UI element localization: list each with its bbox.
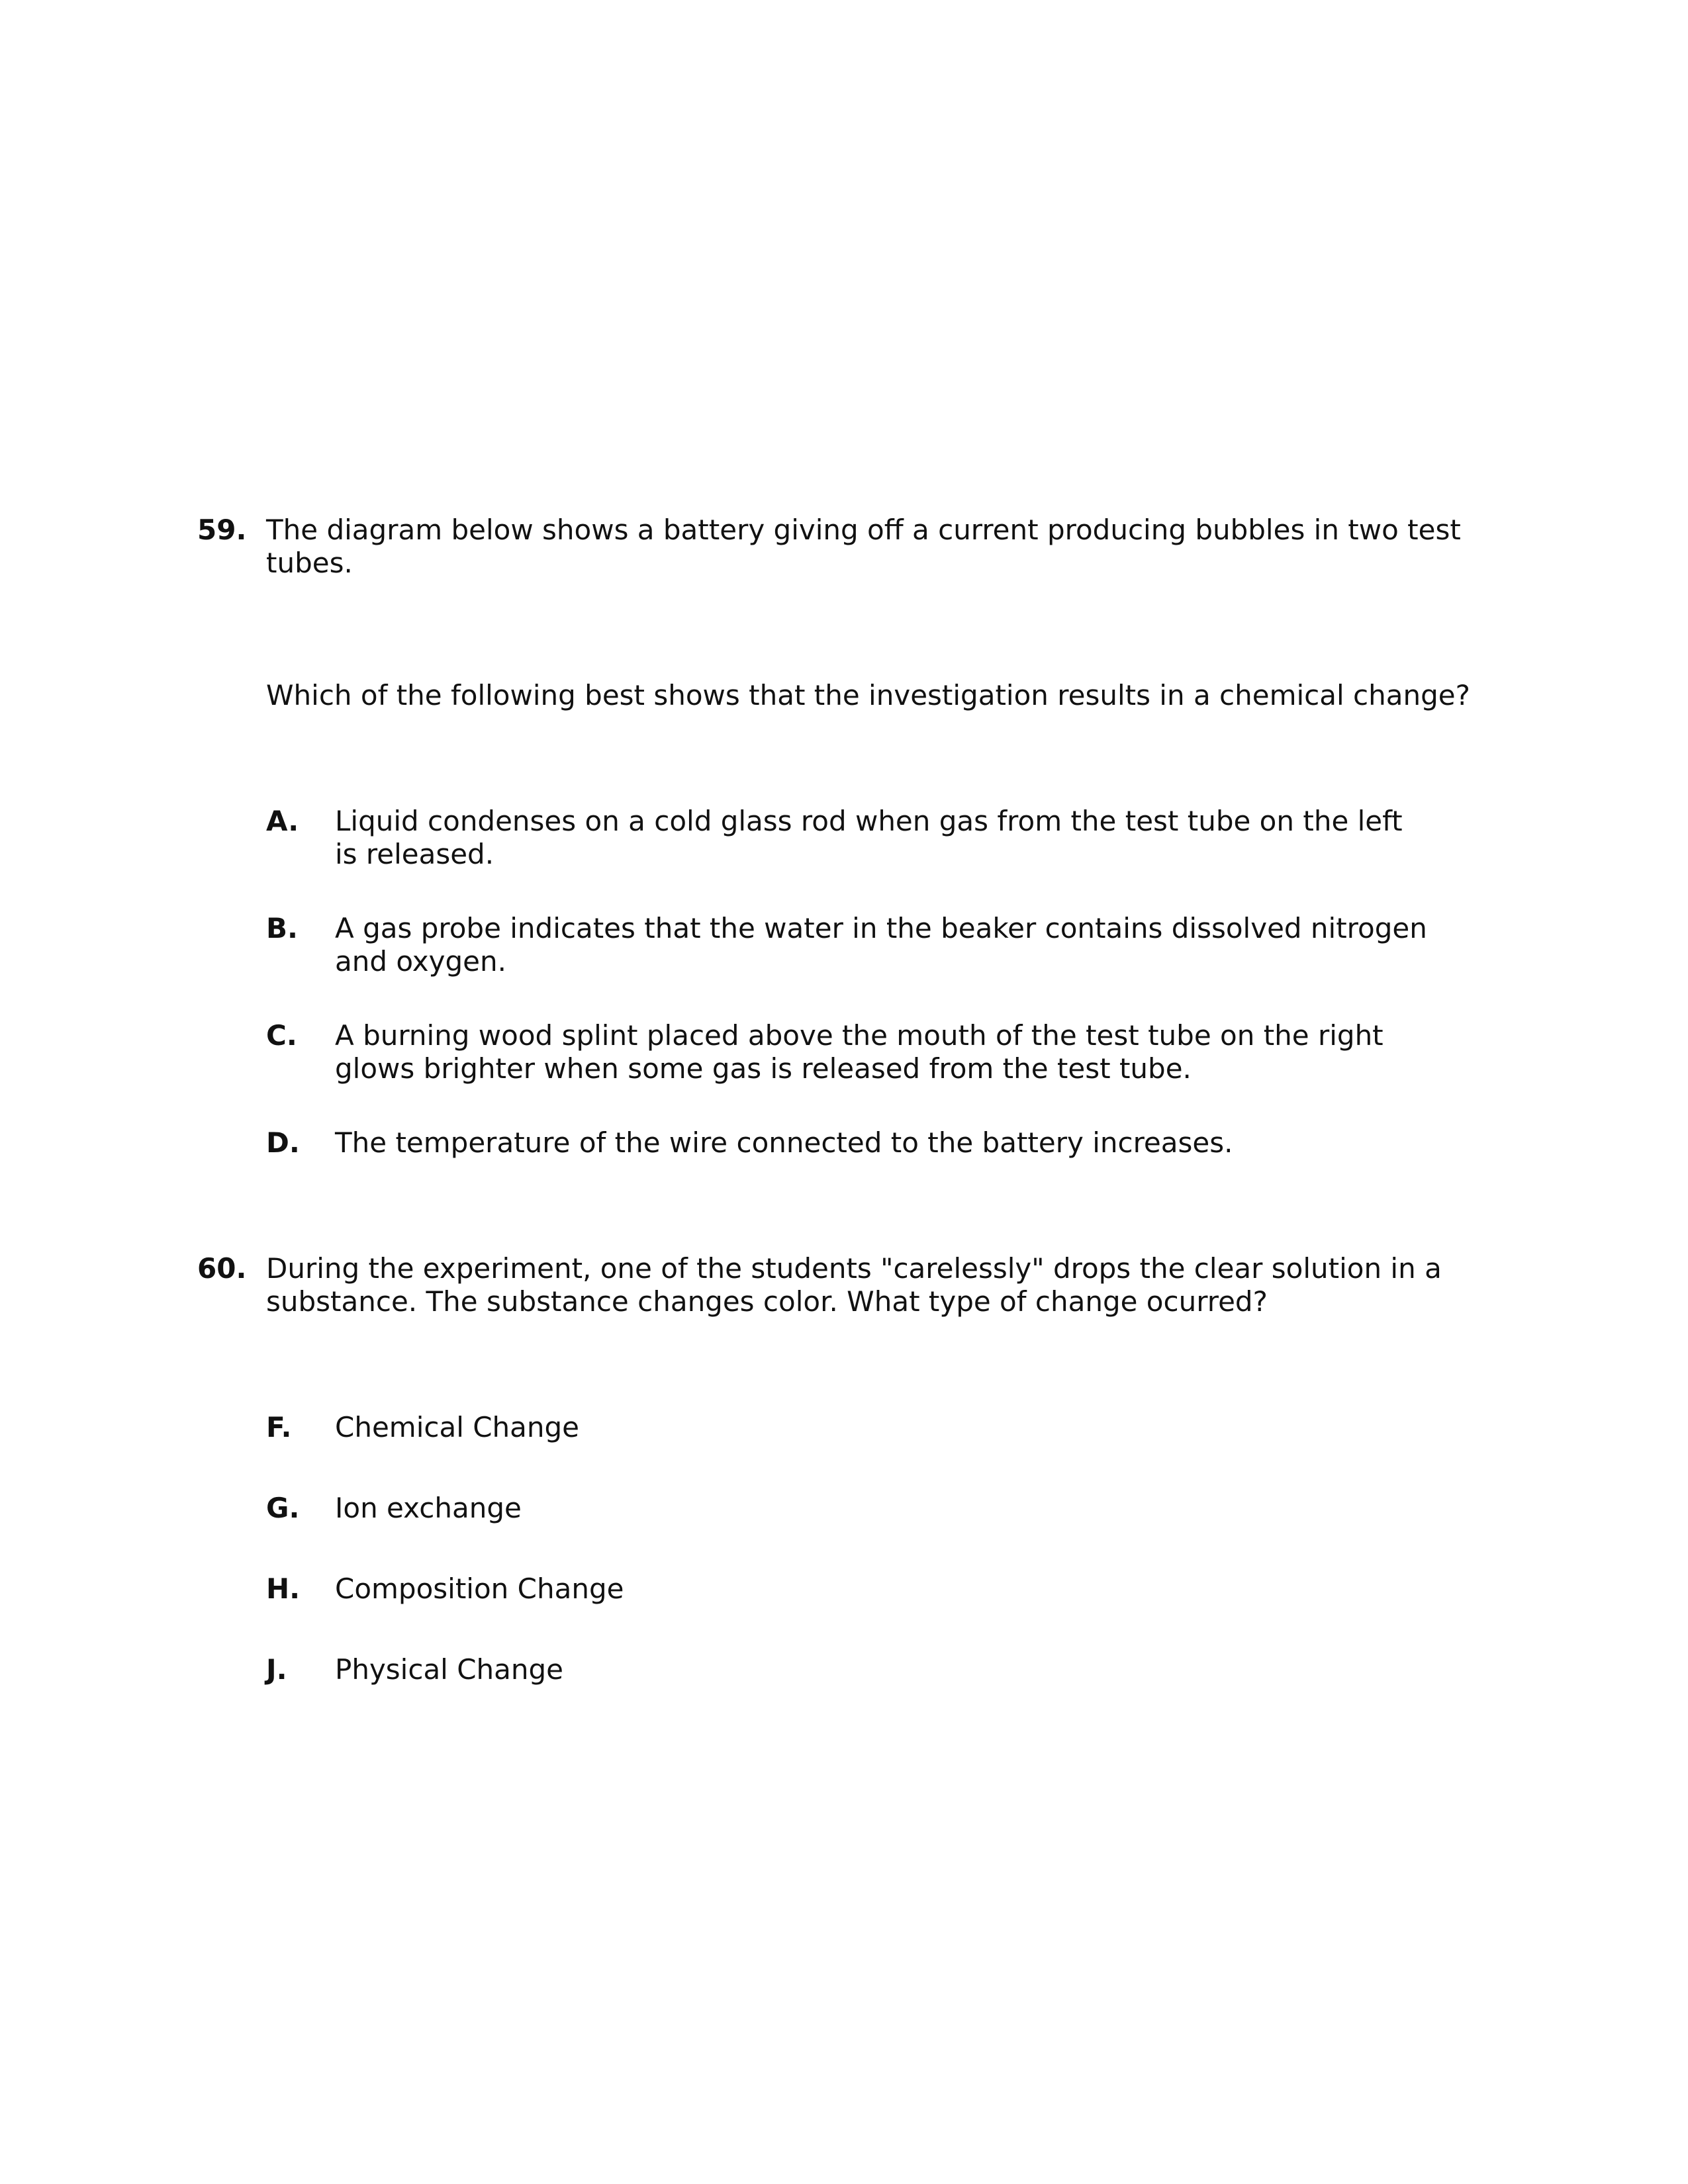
question-59 — [197, 514, 1495, 1175]
choice-text-line: and oxygen. — [335, 945, 506, 978]
choice-letter: G. — [266, 1492, 300, 1524]
choice-text: Chemical Change — [335, 1411, 580, 1443]
choice-letter: C. — [266, 1019, 297, 1052]
choice-text: Physical Change — [335, 1653, 564, 1686]
question-text-line: The diagram below shows a battery giving off a current producing bubbles in two test — [266, 514, 1461, 546]
choice-letter: A. — [266, 805, 299, 837]
question-text-line: tubes. — [266, 547, 353, 579]
question-number: 59. — [197, 514, 247, 546]
choice-text-line: glows brighter when some gas is released from the test tube. — [335, 1052, 1192, 1085]
choice-letter: D. — [266, 1126, 300, 1159]
question-number: 60. — [197, 1252, 247, 1285]
question-text — [266, 514, 1491, 580]
choice-text: Ion exchange — [335, 1492, 522, 1524]
choice-letter: J. — [266, 1653, 287, 1686]
choice-text-line: A gas probe indicates that the water in the beaker contains dissolved nitrogen — [335, 912, 1427, 944]
choice-text — [335, 1126, 1474, 1160]
choice-letter: H. — [266, 1572, 301, 1605]
choice-text: Composition Change — [335, 1572, 624, 1605]
choice-text — [335, 1019, 1474, 1085]
question-text-line: substance. The substance changes color. What type of change ocurred? — [266, 1285, 1268, 1318]
choice-text-line: Liquid condenses on a cold glass rod when gas from the test tube on the left — [335, 805, 1403, 837]
choice-letter: B. — [266, 912, 298, 944]
choice-text-line: A burning wood splint placed above the mouth of the test tube on the right — [335, 1019, 1383, 1052]
choice-text — [335, 912, 1474, 978]
choice-letter: F. — [266, 1411, 292, 1443]
question-text-line: During the experiment, one of the students "carelessly" drops the clear solution in a — [266, 1252, 1442, 1285]
choice-text — [335, 805, 1474, 871]
choice-text-line: The temperature of the wire connected to the battery increases. — [335, 1126, 1233, 1159]
question-60 — [197, 1252, 1495, 1715]
question-prompt: Which of the following best shows that the investigation results in a chemical change? — [266, 679, 1470, 711]
choice-text-line: is released. — [335, 838, 494, 870]
question-text — [266, 1252, 1491, 1318]
